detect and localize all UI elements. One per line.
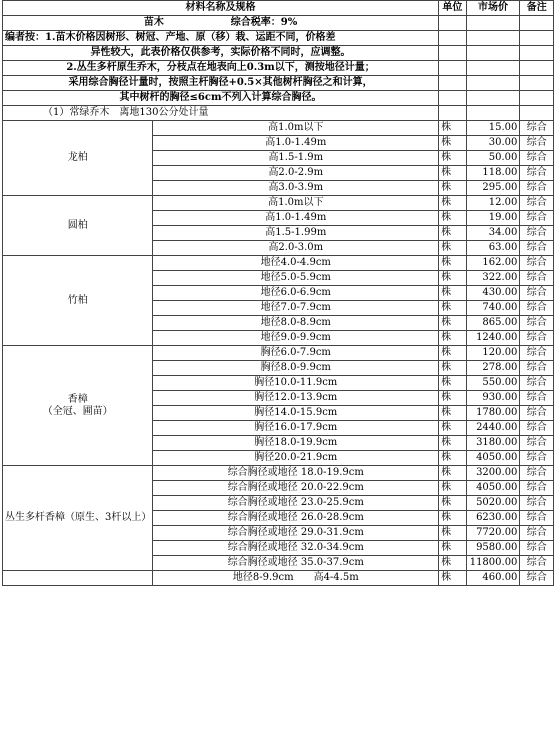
spec-cell: 高1.5-1.9m <box>153 151 439 166</box>
table-row <box>3 256 554 271</box>
group-name-text: 竹柏 <box>67 294 88 306</box>
group-name <box>3 256 153 346</box>
price-cell: 7720.00 <box>466 526 520 541</box>
spec-cell: 胸径16.0-17.9cm <box>153 421 439 436</box>
header-price: 市场价 <box>466 1 520 16</box>
price-cell: 30.00 <box>466 136 520 151</box>
spec-cell: 高2.0-2.9m <box>153 166 439 181</box>
spec-cell: 高1.0m以下 <box>153 121 439 136</box>
unit-cell: 株 <box>439 361 466 376</box>
price-cell: 5020.00 <box>466 496 520 511</box>
group-name-text: 龙柏 <box>67 152 88 163</box>
note-2: 2.丛生多杆原生乔木，分枝点在地表向上0.3m以下，测按地径计量； <box>3 61 439 76</box>
note-cell: 综合 <box>520 436 554 451</box>
subsection-title: （1）常绿乔木 离地130公分处计量 <box>3 106 439 121</box>
price-cell: 550.00 <box>466 376 520 391</box>
note-cell: 综合 <box>520 406 554 421</box>
spec-cell: 高2.0-3.0m <box>153 241 439 256</box>
spec-cell: 胸径12.0-13.9cm <box>153 391 439 406</box>
unit-cell: 株 <box>439 136 466 151</box>
price-cell: 4050.00 <box>466 481 520 496</box>
price-cell: 63.00 <box>466 241 520 256</box>
unit-cell: 株 <box>439 331 466 346</box>
unit-cell: 株 <box>439 301 466 316</box>
price-cell: 118.00 <box>466 166 520 181</box>
price-cell: 460.00 <box>466 571 520 586</box>
group-name-text: 香樟 <box>67 393 88 405</box>
price-cell: 1780.00 <box>466 406 520 421</box>
spec-cell: 高1.0m以下 <box>153 196 439 211</box>
note-cell: 综合 <box>520 211 554 226</box>
section-title-row <box>3 16 554 31</box>
price-cell: 430.00 <box>466 286 520 301</box>
spec-cell: 综合胸径或地径 23.0-25.9cm <box>153 496 439 511</box>
subsection-row <box>3 106 554 121</box>
spec-cell: 胸径10.0-11.9cm <box>153 376 439 391</box>
note-1: 编者按：1.苗木价格因树形、树冠、产地、原（移）栽、运距不同，价格差 <box>3 31 439 46</box>
note-cell: 综合 <box>520 376 554 391</box>
note-cell: 综合 <box>520 421 554 436</box>
unit-cell: 株 <box>439 196 466 211</box>
note-cell: 综合 <box>520 301 554 316</box>
spec-cell: 高3.0-3.9m <box>153 181 439 196</box>
note-1b: 异性较大，此表价格仅供参考，实际价格不同时，应调整。 <box>3 46 439 61</box>
unit-cell: 株 <box>439 151 466 166</box>
table-row <box>3 346 554 361</box>
section-title-left: 苗木 <box>143 17 164 28</box>
spec-cell: 综合胸径或地径 20.0-22.9cm <box>153 481 439 496</box>
price-cell: 120.00 <box>466 346 520 361</box>
unit-cell: 株 <box>439 181 466 196</box>
unit-cell: 株 <box>439 451 466 466</box>
note-row-1 <box>3 31 554 46</box>
group-name <box>3 346 153 466</box>
price-cell: 278.00 <box>466 361 520 376</box>
spec-cell: 综合胸径或地径 18.0-19.9cm <box>153 466 439 481</box>
note-cell: 综合 <box>520 151 554 166</box>
price-cell: 9580.00 <box>466 541 520 556</box>
note-cell: 综合 <box>520 571 554 586</box>
unit-cell: 株 <box>439 571 466 586</box>
spec-cell: 胸径6.0-7.9cm <box>153 346 439 361</box>
table-row <box>3 196 554 211</box>
unit-cell: 株 <box>439 256 466 271</box>
price-cell: 162.00 <box>466 256 520 271</box>
note-cell: 综合 <box>520 361 554 376</box>
note-cell: 综合 <box>520 166 554 181</box>
note-cell: 综合 <box>520 181 554 196</box>
unit-cell: 株 <box>439 436 466 451</box>
note-cell: 综合 <box>520 496 554 511</box>
unit-cell: 株 <box>439 466 466 481</box>
unit-cell: 株 <box>439 541 466 556</box>
spec-cell: 地径7.0-7.9cm <box>153 301 439 316</box>
unit-cell: 株 <box>439 496 466 511</box>
price-cell: 3200.00 <box>466 466 520 481</box>
note-cell: 综合 <box>520 256 554 271</box>
spec-cell: 胸径14.0-15.9cm <box>153 406 439 421</box>
group-name-empty <box>3 571 153 586</box>
unit-cell: 株 <box>439 406 466 421</box>
note-cell: 综合 <box>520 481 554 496</box>
unit-cell: 株 <box>439 121 466 136</box>
header-note: 备注 <box>520 1 554 16</box>
price-cell: 2440.00 <box>466 421 520 436</box>
group-name <box>3 196 153 256</box>
note-row-3 <box>3 76 554 91</box>
unit-cell: 株 <box>439 286 466 301</box>
unit-cell: 株 <box>439 346 466 361</box>
unit-cell: 株 <box>439 391 466 406</box>
price-cell: 6230.00 <box>466 511 520 526</box>
note-cell: 综合 <box>520 526 554 541</box>
section-title <box>3 16 439 31</box>
spec-cell: 地径8.0-8.9cm <box>153 316 439 331</box>
note-cell: 综合 <box>520 316 554 331</box>
header-name: 材料名称及规格 <box>3 1 439 16</box>
spec-cell: 综合胸径或地径 26.0-28.9cm <box>153 511 439 526</box>
spec-cell: 胸径18.0-19.9cm <box>153 436 439 451</box>
unit-cell: 株 <box>439 166 466 181</box>
table-row <box>3 121 554 136</box>
note-cell: 综合 <box>520 511 554 526</box>
unit-cell: 株 <box>439 376 466 391</box>
note-cell: 综合 <box>520 136 554 151</box>
note-row-2 <box>3 61 554 76</box>
group-name-text: 圆柏 <box>67 219 88 231</box>
note-cell: 综合 <box>520 556 554 571</box>
spec-cell: 地径8-9.9cm 高4-4.5m <box>153 571 439 586</box>
price-cell: 50.00 <box>466 151 520 166</box>
price-cell: 11800.00 <box>466 556 520 571</box>
price-cell: 12.00 <box>466 196 520 211</box>
note-row-1b <box>3 46 554 61</box>
price-cell: 322.00 <box>466 271 520 286</box>
price-cell: 4050.00 <box>466 451 520 466</box>
price-cell: 19.00 <box>466 211 520 226</box>
note-cell: 综合 <box>520 451 554 466</box>
note-cell: 综合 <box>520 241 554 256</box>
group-name-sub: （全冠、圃苗） <box>42 405 113 417</box>
price-cell: 34.00 <box>466 226 520 241</box>
unit-cell: 株 <box>439 241 466 256</box>
note-3: 采用综合胸径计量时，按照主杆胸径+0.5×其他树杆胸径之和计算， <box>3 76 439 91</box>
spec-cell: 综合胸径或地径 35.0-37.9cm <box>153 556 439 571</box>
note-cell: 综合 <box>520 541 554 556</box>
note-cell: 综合 <box>520 121 554 136</box>
note-cell: 综合 <box>520 331 554 346</box>
section-title-right: 综合税率：9% <box>230 17 298 28</box>
price-cell: 740.00 <box>466 301 520 316</box>
spec-cell: 地径9.0-9.9cm <box>153 331 439 346</box>
group-name <box>3 466 153 571</box>
price-cell: 930.00 <box>466 391 520 406</box>
spec-cell: 地径5.0-5.9cm <box>153 271 439 286</box>
price-table <box>2 0 554 586</box>
header-row <box>3 1 554 16</box>
note-cell: 综合 <box>520 226 554 241</box>
unit-cell: 株 <box>439 421 466 436</box>
price-cell: 15.00 <box>466 121 520 136</box>
spec-cell: 高1.5-1.99m <box>153 226 439 241</box>
spec-cell: 高1.0-1.49m <box>153 211 439 226</box>
price-cell: 1240.00 <box>466 331 520 346</box>
unit-cell: 株 <box>439 226 466 241</box>
spec-cell: 综合胸径或地径 32.0-34.9cm <box>153 541 439 556</box>
group-name <box>3 121 153 196</box>
note-row-3b <box>3 91 554 106</box>
unit-cell: 株 <box>439 271 466 286</box>
note-cell: 综合 <box>520 391 554 406</box>
unit-cell: 株 <box>439 211 466 226</box>
spec-cell: 地径4.0-4.9cm <box>153 256 439 271</box>
table-row <box>3 571 554 586</box>
group-name-text: 丛生多杆香樟（原生、3杆以上） <box>5 512 152 523</box>
note-cell: 综合 <box>520 271 554 286</box>
note-cell: 综合 <box>520 196 554 211</box>
unit-cell: 株 <box>439 511 466 526</box>
note-3b: 其中树杆的胸径≤6cm不列入计算综合胸径。 <box>3 91 439 106</box>
price-cell: 3180.00 <box>466 436 520 451</box>
spec-cell: 高1.0-1.49m <box>153 136 439 151</box>
unit-cell: 株 <box>439 481 466 496</box>
unit-cell: 株 <box>439 556 466 571</box>
unit-cell: 株 <box>439 526 466 541</box>
note-cell: 综合 <box>520 466 554 481</box>
spec-cell: 综合胸径或地径 29.0-31.9cm <box>153 526 439 541</box>
note-cell: 综合 <box>520 286 554 301</box>
spec-cell: 胸径8.0-9.9cm <box>153 361 439 376</box>
unit-cell: 株 <box>439 316 466 331</box>
note-cell: 综合 <box>520 346 554 361</box>
price-cell: 865.00 <box>466 316 520 331</box>
table-row <box>3 466 554 481</box>
spec-cell: 地径6.0-6.9cm <box>153 286 439 301</box>
header-unit: 单位 <box>439 1 466 16</box>
price-cell: 295.00 <box>466 181 520 196</box>
spec-cell: 胸径20.0-21.9cm <box>153 451 439 466</box>
